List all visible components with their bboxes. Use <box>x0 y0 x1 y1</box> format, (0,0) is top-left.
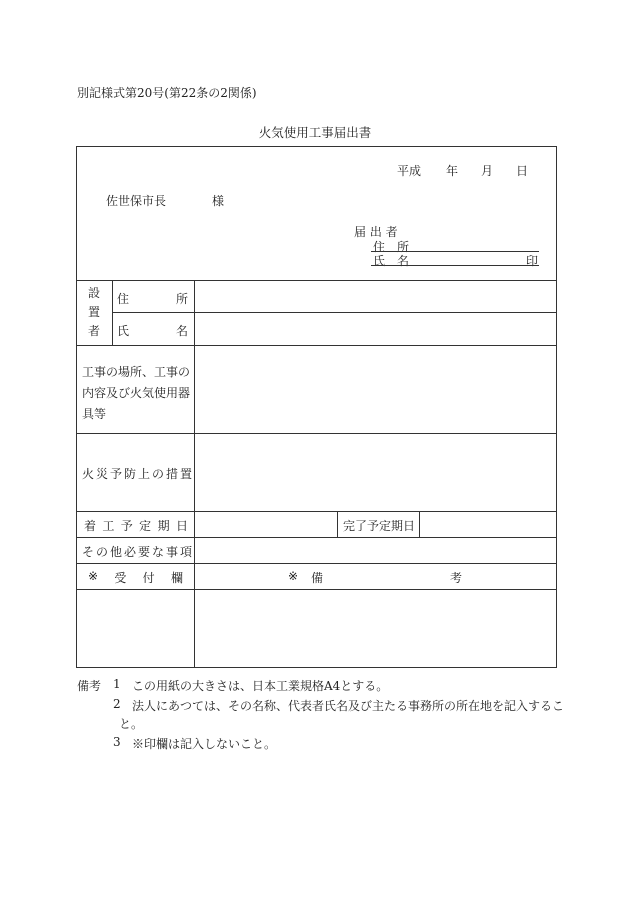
note-number-1: 1 <box>113 677 121 691</box>
note-text-1: この用紙の大きさは、日本工業規格A4とする。 <box>132 679 389 693</box>
note-text-2-continued: と。 <box>119 717 144 731</box>
completion-date-field[interactable] <box>421 513 554 535</box>
other-items-field[interactable] <box>196 539 554 561</box>
receipt-field <box>78 591 192 666</box>
notifier-name-line <box>371 265 539 266</box>
honorific: 様 <box>212 194 225 208</box>
other-items-label: その他必要な事項 <box>82 545 195 559</box>
note-number-3: 3 <box>113 735 121 749</box>
grid-line <box>76 511 557 512</box>
addressee: 佐世保市長 <box>106 194 167 208</box>
grid-line <box>112 280 113 345</box>
grid-line <box>194 280 195 668</box>
date-era: 平成 <box>397 164 422 178</box>
grid-line <box>76 589 557 590</box>
work-details-label: 工事の場所、工事の 内容及び火気使用器 具等 <box>82 365 191 421</box>
receipt-label: ※ 受 付 欄 <box>88 569 183 585</box>
installer-address-field[interactable] <box>196 282 554 310</box>
grid-line <box>419 511 420 537</box>
remarks-mark: ※ <box>288 569 299 583</box>
start-date-label: 着 工 予 定 期 日 <box>84 519 188 533</box>
installer-name-label: 氏 名 <box>117 324 188 338</box>
start-date-field[interactable] <box>196 513 335 535</box>
note-text-2: 法人にあつては、その名称、代表者氏名及び主たる事務所の所在地を記入するこ <box>132 699 565 713</box>
completion-date-label: 完了予定期日 <box>343 519 416 533</box>
work-details-field[interactable] <box>196 347 554 431</box>
grid-line <box>76 563 557 564</box>
date-day: 日 <box>516 164 529 178</box>
grid-line <box>76 433 557 434</box>
date-month: 月 <box>481 164 494 178</box>
notes-heading: 備考 <box>77 679 102 693</box>
form-title: 火気使用工事届出書 <box>258 125 372 140</box>
notifier-address-label: 住 所 <box>373 240 410 254</box>
note-number-2: 2 <box>113 697 121 711</box>
notifier-label: 届 出 者 <box>354 225 398 239</box>
grid-line <box>76 537 557 538</box>
fire-prevention-label: 火災予防上の措置 <box>82 467 195 481</box>
remarks-field <box>196 591 554 666</box>
grid-line <box>76 280 557 281</box>
form-number: 別記様式第20号(第22条の2関係) <box>77 86 257 100</box>
installer-address-label: 住 所 <box>117 292 188 306</box>
fire-prevention-field[interactable] <box>196 435 554 509</box>
date-year: 年 <box>446 164 459 178</box>
note-text-3: ※印欄は記入しないこと。 <box>132 737 277 751</box>
grid-line <box>112 312 557 313</box>
seal-mark: 印 <box>526 254 539 268</box>
remarks-label: 備 考 <box>311 571 462 585</box>
notifier-name-label: 氏 名 <box>373 254 410 268</box>
installer-label: 設 置 者 <box>87 286 100 338</box>
grid-line <box>337 511 338 537</box>
installer-name-field[interactable] <box>196 314 554 343</box>
grid-line <box>76 345 557 346</box>
